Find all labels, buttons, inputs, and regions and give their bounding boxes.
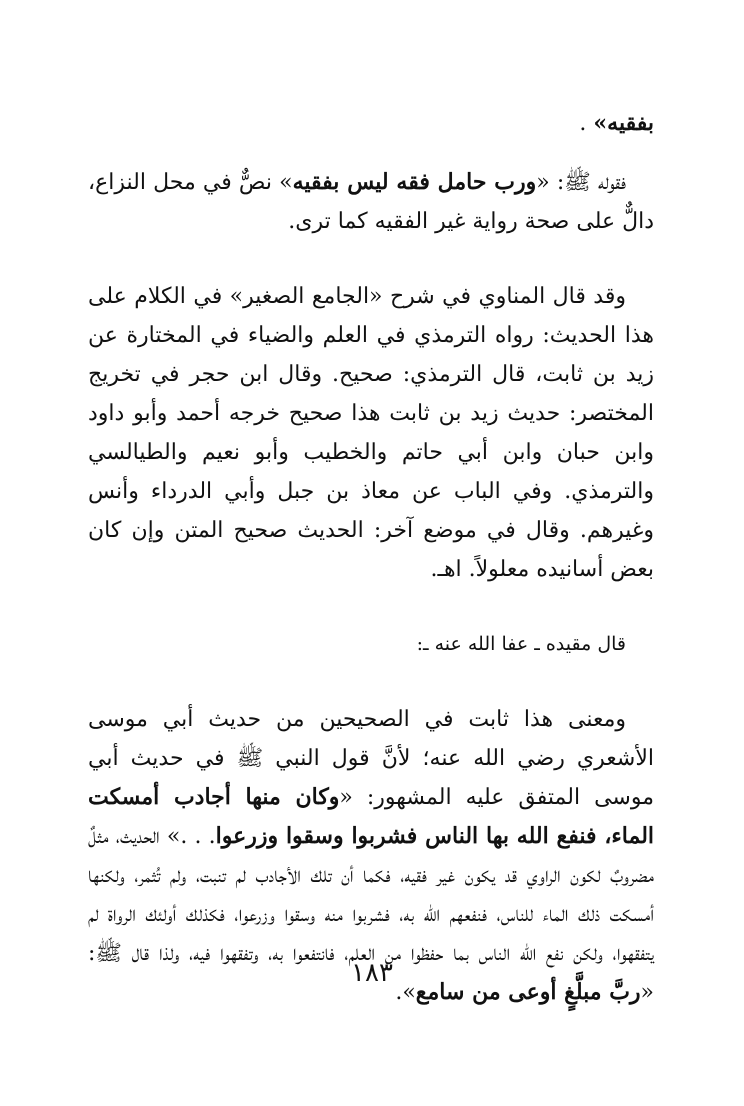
continuation-line (88, 104, 654, 143)
paragraph-munawi-quote: وقد قال المناوي في شرح «الجامع الصغير» في الكلام على هذا الحديث: رواه الترمذي في العلم والضياء في المختارة عن زيد بن ثابت، قال الترمذي: صحيح. وقال ابن حجر في تخريج المختصر: حديث زيد بن ثابت هذا صحيح خرجه أحمد وأبو داود وابن حبان وابن أبي حاتم والخطيب وأبو نعيم والطيالسي والترمذي. وفي الباب عن معاذ بن جبل وأبي الدرداء وأنس وغيرهم. وقال في موضع آخر: الحديث صحيح المتن وإن كان بعض أسانيده معلولاً. اهـ. (88, 284, 654, 582)
paragraph-hadith-commentary (88, 163, 654, 241)
para4-intro: ومعنى هذا ثابت في الصحيحين من حديث أبي موسى الأشعري رضي الله عنه؛ لأنَّ قول النبي ﷺ في حديث أبي موسى المتفق عليه المشهور: « (88, 707, 654, 810)
para1-hadith-quote: ورب حامل فقه ليس بفقيه (292, 169, 537, 195)
para4-closing-quote: ربَّ مبلَّغٍ أوعى من سامع (415, 979, 641, 1005)
continuation-tail: . (579, 111, 594, 136)
page-number: ١٨٣ (351, 958, 393, 988)
para4-hadith-quote: وكان منها أجادب أمسكت الماء، فنفع الله بها الناس فشربوا وسقوا وزرعوا (88, 784, 655, 849)
paragraph-author-note: قال مقيده ـ عفا الله عنه ـ: (416, 633, 626, 655)
para4-end: ». (395, 980, 416, 1005)
para1-intro: فقوله ﷺ: « (536, 170, 626, 195)
para4-body: . . .» الحديث، مثلٌ مضروبٌ لكون الراوي قد يكون غير فقيه، فكما أن تلك الأجادب لم تنبت، ولم تُثمر، ولكنها أمسكت ذلك الماء للناس، فنفعهم الله به، فشربوا منه وسقوا وزرعوا، فكذلك أولئك الرواة لم يتفقهوا، ولكن نفع الله الناس بما حفظوا من العلم، فانتفعوا به، وتفقهوا فيه، ولذا قال ﷺ: « (88, 824, 654, 1005)
continuation-bold: بفقيه» (593, 110, 654, 136)
para1-body: » نصٌّ في محل النزاع، دالٌّ على صحة رواية غير الفقيه كما ترى. (88, 170, 654, 234)
